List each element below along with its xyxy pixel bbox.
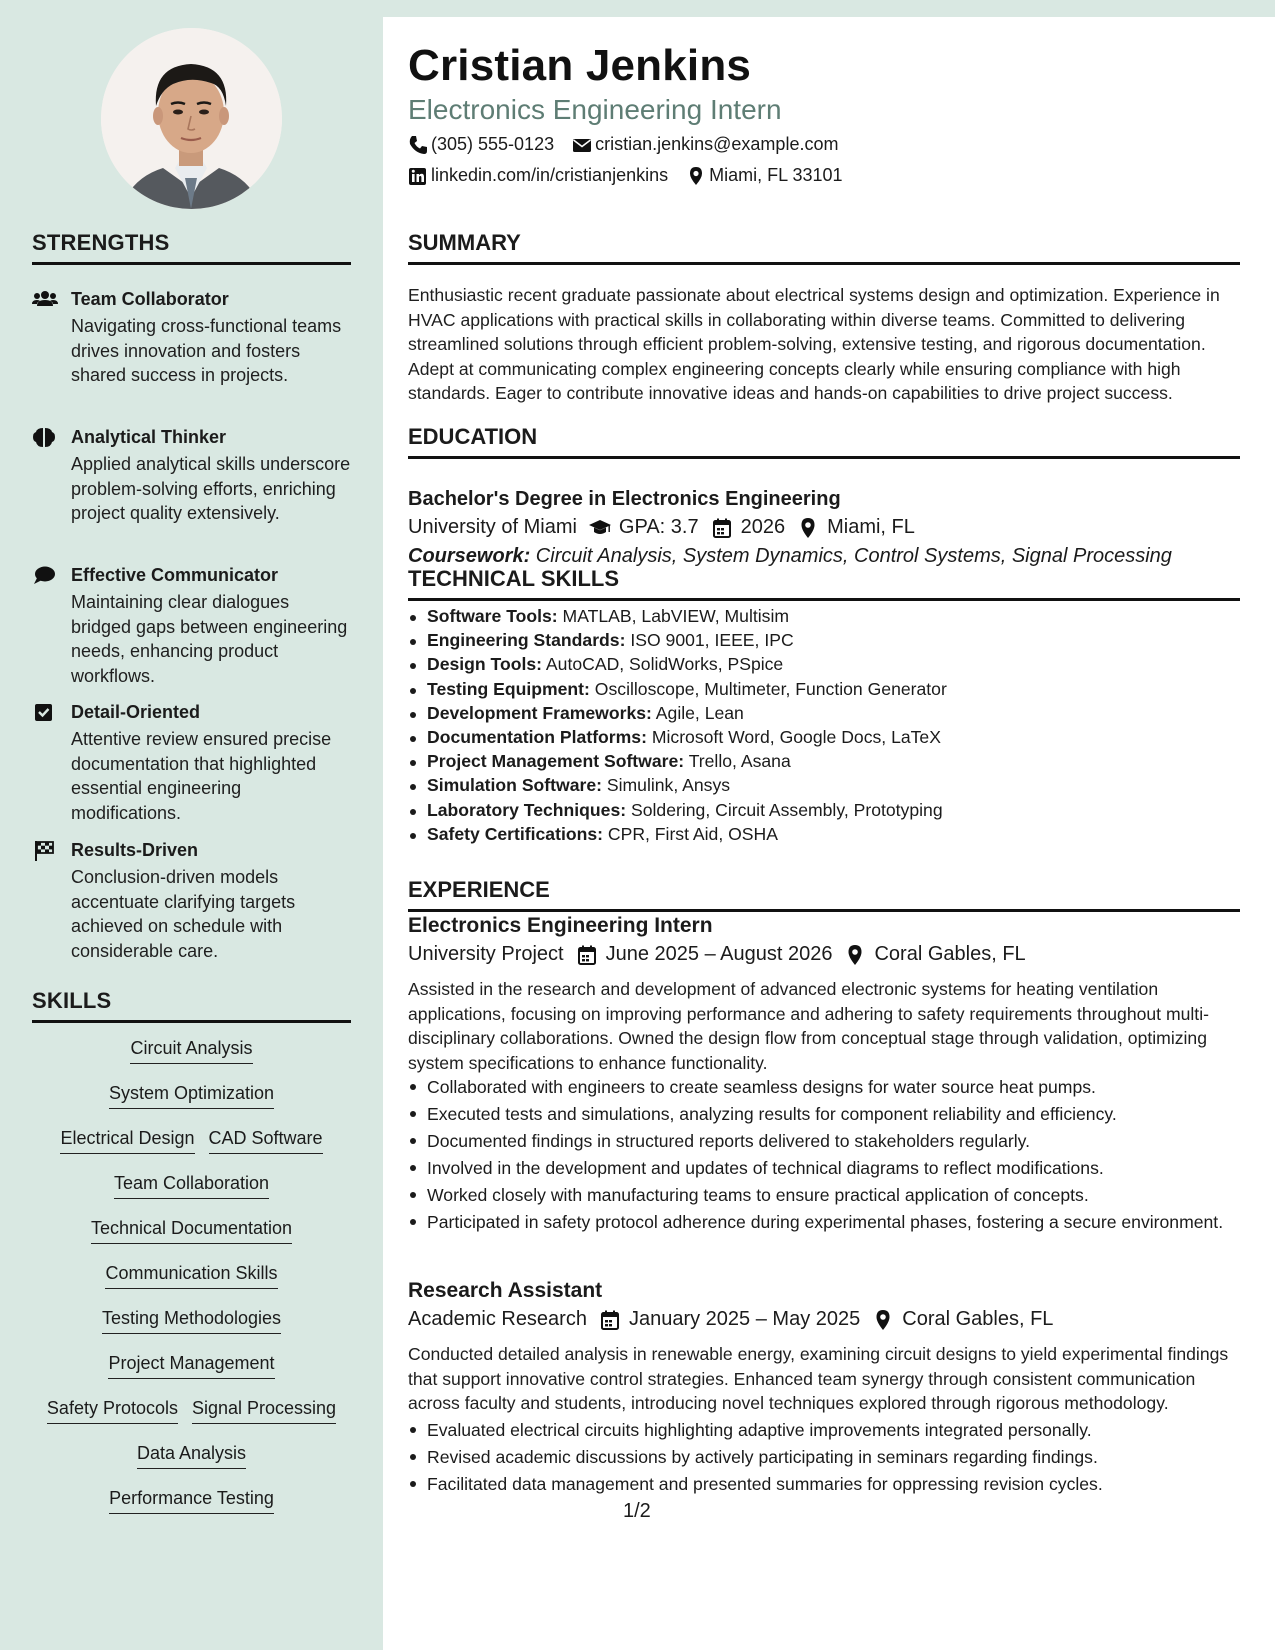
skill-tag: Data Analysis: [137, 1443, 246, 1469]
list-item: [408, 749, 1240, 773]
candidate-name: Cristian Jenkins: [408, 41, 752, 90]
skills-row: [32, 1398, 351, 1424]
strength-description: Navigating cross-functional teams drives innovation and fosters shared success in projects.: [71, 316, 342, 385]
map-marker-icon: [797, 517, 819, 539]
skill-tag: Signal Processing: [192, 1398, 336, 1424]
skill-tag: Project Management: [108, 1353, 274, 1379]
skill-tag: Circuit Analysis: [130, 1038, 252, 1064]
skills-row: [32, 1173, 351, 1199]
education-info: [408, 516, 915, 539]
skill-tag: Performance Testing: [109, 1488, 274, 1514]
candidate-role: Electronics Engineering Intern: [408, 94, 782, 125]
map-marker-icon: [844, 944, 866, 966]
skill-category: Safety Certifications:: [427, 823, 603, 844]
list-item: Participated in safety protocol adherence during experimental phases, fostering a secure environment.: [408, 1210, 1240, 1235]
list-item: [408, 652, 1240, 676]
calendar-icon: [711, 517, 733, 539]
list-item: [408, 701, 1240, 725]
job-location: Coral Gables, FL: [902, 1308, 1054, 1330]
job-bullets: [408, 1418, 1240, 1499]
education-year: 2026: [740, 516, 786, 538]
skills-row: [32, 1128, 351, 1154]
job-info: [408, 1308, 1053, 1331]
skill-values: MATLAB, LabVIEW, Multisim: [557, 606, 790, 626]
phone-icon: [408, 135, 428, 155]
list-item: Executed tests and simulations, analyzing results for component reliability and efficiency.: [408, 1102, 1240, 1127]
envelope-icon: [572, 135, 592, 155]
skill-category: Design Tools:: [427, 654, 543, 675]
skills-row: [32, 1488, 351, 1514]
strength-title: Analytical Thinker: [71, 427, 227, 447]
profile-photo: [101, 28, 282, 209]
skill-category: Engineering Standards:: [427, 630, 626, 651]
skill-tag: Safety Protocols: [47, 1398, 178, 1424]
job-organization: Academic Research: [408, 1308, 587, 1330]
contact-line-2: [408, 165, 843, 186]
checkbox-icon: [32, 702, 58, 726]
skills-row: [32, 1263, 351, 1289]
job-description: Conducted detailed analysis in renewable energy, examining circuit designs to yield experimental findings that support innovative control strategies. Enhanced team synergy through consistent communication across faculty and students, introducing novel techniques explored through rigorous methodology.: [408, 1344, 1229, 1413]
page-number: 1/2: [623, 1500, 651, 1522]
job-organization: University Project: [408, 943, 564, 965]
skill-category: Documentation Platforms:: [427, 727, 647, 748]
strength-description: Attentive review ensured precise documentation that highlighted essential engineering modifications.: [71, 729, 332, 823]
sidebar: [0, 0, 383, 1650]
skill-category: Project Management Software:: [427, 751, 685, 772]
list-item: Revised academic discussions by actively participating in seminars regarding findings.: [408, 1445, 1240, 1470]
technical-skills-heading: TECHNICAL SKILLS: [408, 566, 1240, 601]
strength-title: Effective Communicator: [71, 565, 279, 585]
skill-values: AutoCAD, SolidWorks, PSpice: [542, 654, 784, 675]
list-item: [408, 725, 1240, 749]
skills-row: [32, 1218, 351, 1244]
education-school: University of Miami: [408, 516, 577, 538]
coursework-label: Coursework:: [408, 545, 531, 567]
strength-title: Results-Driven: [71, 840, 199, 860]
skill-values: Trello, Asana: [684, 751, 791, 772]
coursework-list: Circuit Analysis, System Dynamics, Control Systems, Signal Processing: [530, 545, 1172, 567]
skill-category: Software Tools:: [427, 606, 558, 626]
strength-title: Team Collaborator: [71, 289, 229, 309]
job-title: Research Assistant: [408, 1279, 603, 1302]
comment-icon: [32, 565, 58, 589]
skill-tag: Communication Skills: [105, 1263, 277, 1289]
skill-tag: System Optimization: [109, 1083, 274, 1109]
users-icon: [32, 289, 58, 313]
linkedin-icon: [408, 166, 428, 186]
skill-category: Testing Equipment:: [427, 678, 590, 699]
skills-row: [32, 1353, 351, 1379]
summary-text: Enthusiastic recent graduate passionate about electrical systems design and optimization. Experience in HVAC applications with practical skills in collaborating within diverse teams. Committed to delivering streamlined solutions through efficient problem-solving, extensive testing, and rigorous documentation. Adept at communicating complex engineering concepts clearly while ensuring compliance with high standards. Eager to contribute innovative ideas and hands-on capabilities to drive project success.: [408, 285, 1220, 403]
experience-heading: EXPERIENCE: [408, 877, 1240, 912]
strength-description: Applied analytical skills underscore problem-solving efforts, enriching project quality extensively.: [71, 454, 351, 523]
skill-tag: Testing Methodologies: [102, 1308, 281, 1334]
skill-values: Agile, Lean: [651, 702, 744, 723]
skills-row: [32, 1083, 351, 1109]
skill-category: Simulation Software:: [427, 775, 602, 796]
calendar-icon: [599, 1309, 621, 1331]
job-description: Assisted in the research and development of advanced electronic systems for heating ventilation applications, focusing on improving performance and adhering to safety requirements throughout multi-disciplinary collaborations. Owned the design flow from conceptual stage through validation, optimizing system specifications to enhance functionality.: [408, 979, 1209, 1073]
technical-skills-list: [408, 604, 1240, 846]
contact-line-1: [408, 134, 838, 155]
list-item: Evaluated electrical circuits highlighting adaptive improvements integrated personally.: [408, 1418, 1240, 1443]
list-item: [408, 773, 1240, 797]
flag-checkered-icon: [32, 840, 58, 864]
strengths-heading: STRENGTHS: [32, 230, 351, 265]
map-marker-icon: [872, 1309, 894, 1331]
education-degree: Bachelor's Degree in Electronics Engineering: [408, 488, 841, 510]
map-marker-icon: [686, 166, 706, 186]
email-link[interactable]: cristian.jenkins@example.com: [595, 134, 839, 154]
job-info: [408, 943, 1026, 966]
skill-values: Microsoft Word, Google Docs, LaTeX: [646, 727, 941, 748]
main-content: [383, 17, 1275, 1650]
graduation-cap-icon: [589, 517, 611, 539]
linkedin-link[interactable]: linkedin.com/in/cristianjenkins: [431, 165, 669, 185]
list-item: Documented findings in structured reports delivered to stakeholders regularly.: [408, 1129, 1240, 1154]
job-bullets: [408, 1075, 1240, 1237]
summary-heading: SUMMARY: [408, 230, 1240, 265]
skill-tag: Team Collaboration: [114, 1173, 269, 1199]
education-location: Miami, FL: [827, 516, 915, 538]
education-gpa: GPA: 3.7: [618, 516, 699, 538]
education-heading: EDUCATION: [408, 424, 1240, 459]
skill-tag: Electrical Design: [60, 1128, 194, 1154]
skill-category: Laboratory Techniques:: [427, 799, 627, 820]
skill-values: ISO 9001, IEEE, IPC: [625, 630, 794, 651]
list-item: Involved in the development and updates of technical diagrams to reflect modifications.: [408, 1156, 1240, 1181]
skills-heading: SKILLS: [32, 988, 351, 1023]
job-location: Coral Gables, FL: [874, 943, 1026, 965]
phone-number[interactable]: (305) 555-0123: [431, 134, 555, 154]
job-dates: June 2025 – August 2026: [605, 943, 833, 965]
skill-values: Soldering, Circuit Assembly, Prototyping: [626, 799, 943, 820]
list-item: [408, 822, 1240, 846]
education-coursework: [408, 545, 1172, 568]
location-text: Miami, FL 33101: [709, 165, 843, 185]
skills-row: [32, 1038, 351, 1064]
list-item: [408, 677, 1240, 701]
skills-row: [32, 1308, 351, 1334]
list-item: [408, 798, 1240, 822]
list-item: [408, 604, 1240, 628]
job-dates: January 2025 – May 2025: [628, 1308, 861, 1330]
job-title: Electronics Engineering Intern: [408, 914, 713, 937]
list-item: Facilitated data management and presented summaries for oppressing revision cycles.: [408, 1472, 1240, 1497]
skill-values: Simulink, Ansys: [601, 775, 731, 796]
brain-icon: [32, 427, 58, 451]
skill-values: CPR, First Aid, OSHA: [602, 823, 778, 844]
skill-tag: CAD Software: [209, 1128, 323, 1154]
list-item: Collaborated with engineers to create seamless designs for water source heat pumps.: [408, 1075, 1240, 1100]
list-item: [408, 628, 1240, 652]
skill-values: Oscilloscope, Multimeter, Function Generator: [589, 678, 947, 699]
strength-description: Maintaining clear dialogues bridged gaps between engineering needs, enhancing product workflows.: [71, 592, 348, 686]
calendar-icon: [576, 944, 598, 966]
skill-category: Development Frameworks:: [427, 702, 652, 723]
strength-title: Detail-Oriented: [71, 702, 201, 722]
skills-row: [32, 1443, 351, 1469]
skill-tag: Technical Documentation: [91, 1218, 292, 1244]
list-item: Worked closely with manufacturing teams to ensure practical application of concepts.: [408, 1183, 1240, 1208]
strength-description: Conclusion-driven models accentuate clarifying targets achieved on schedule with considerable care.: [71, 867, 296, 961]
